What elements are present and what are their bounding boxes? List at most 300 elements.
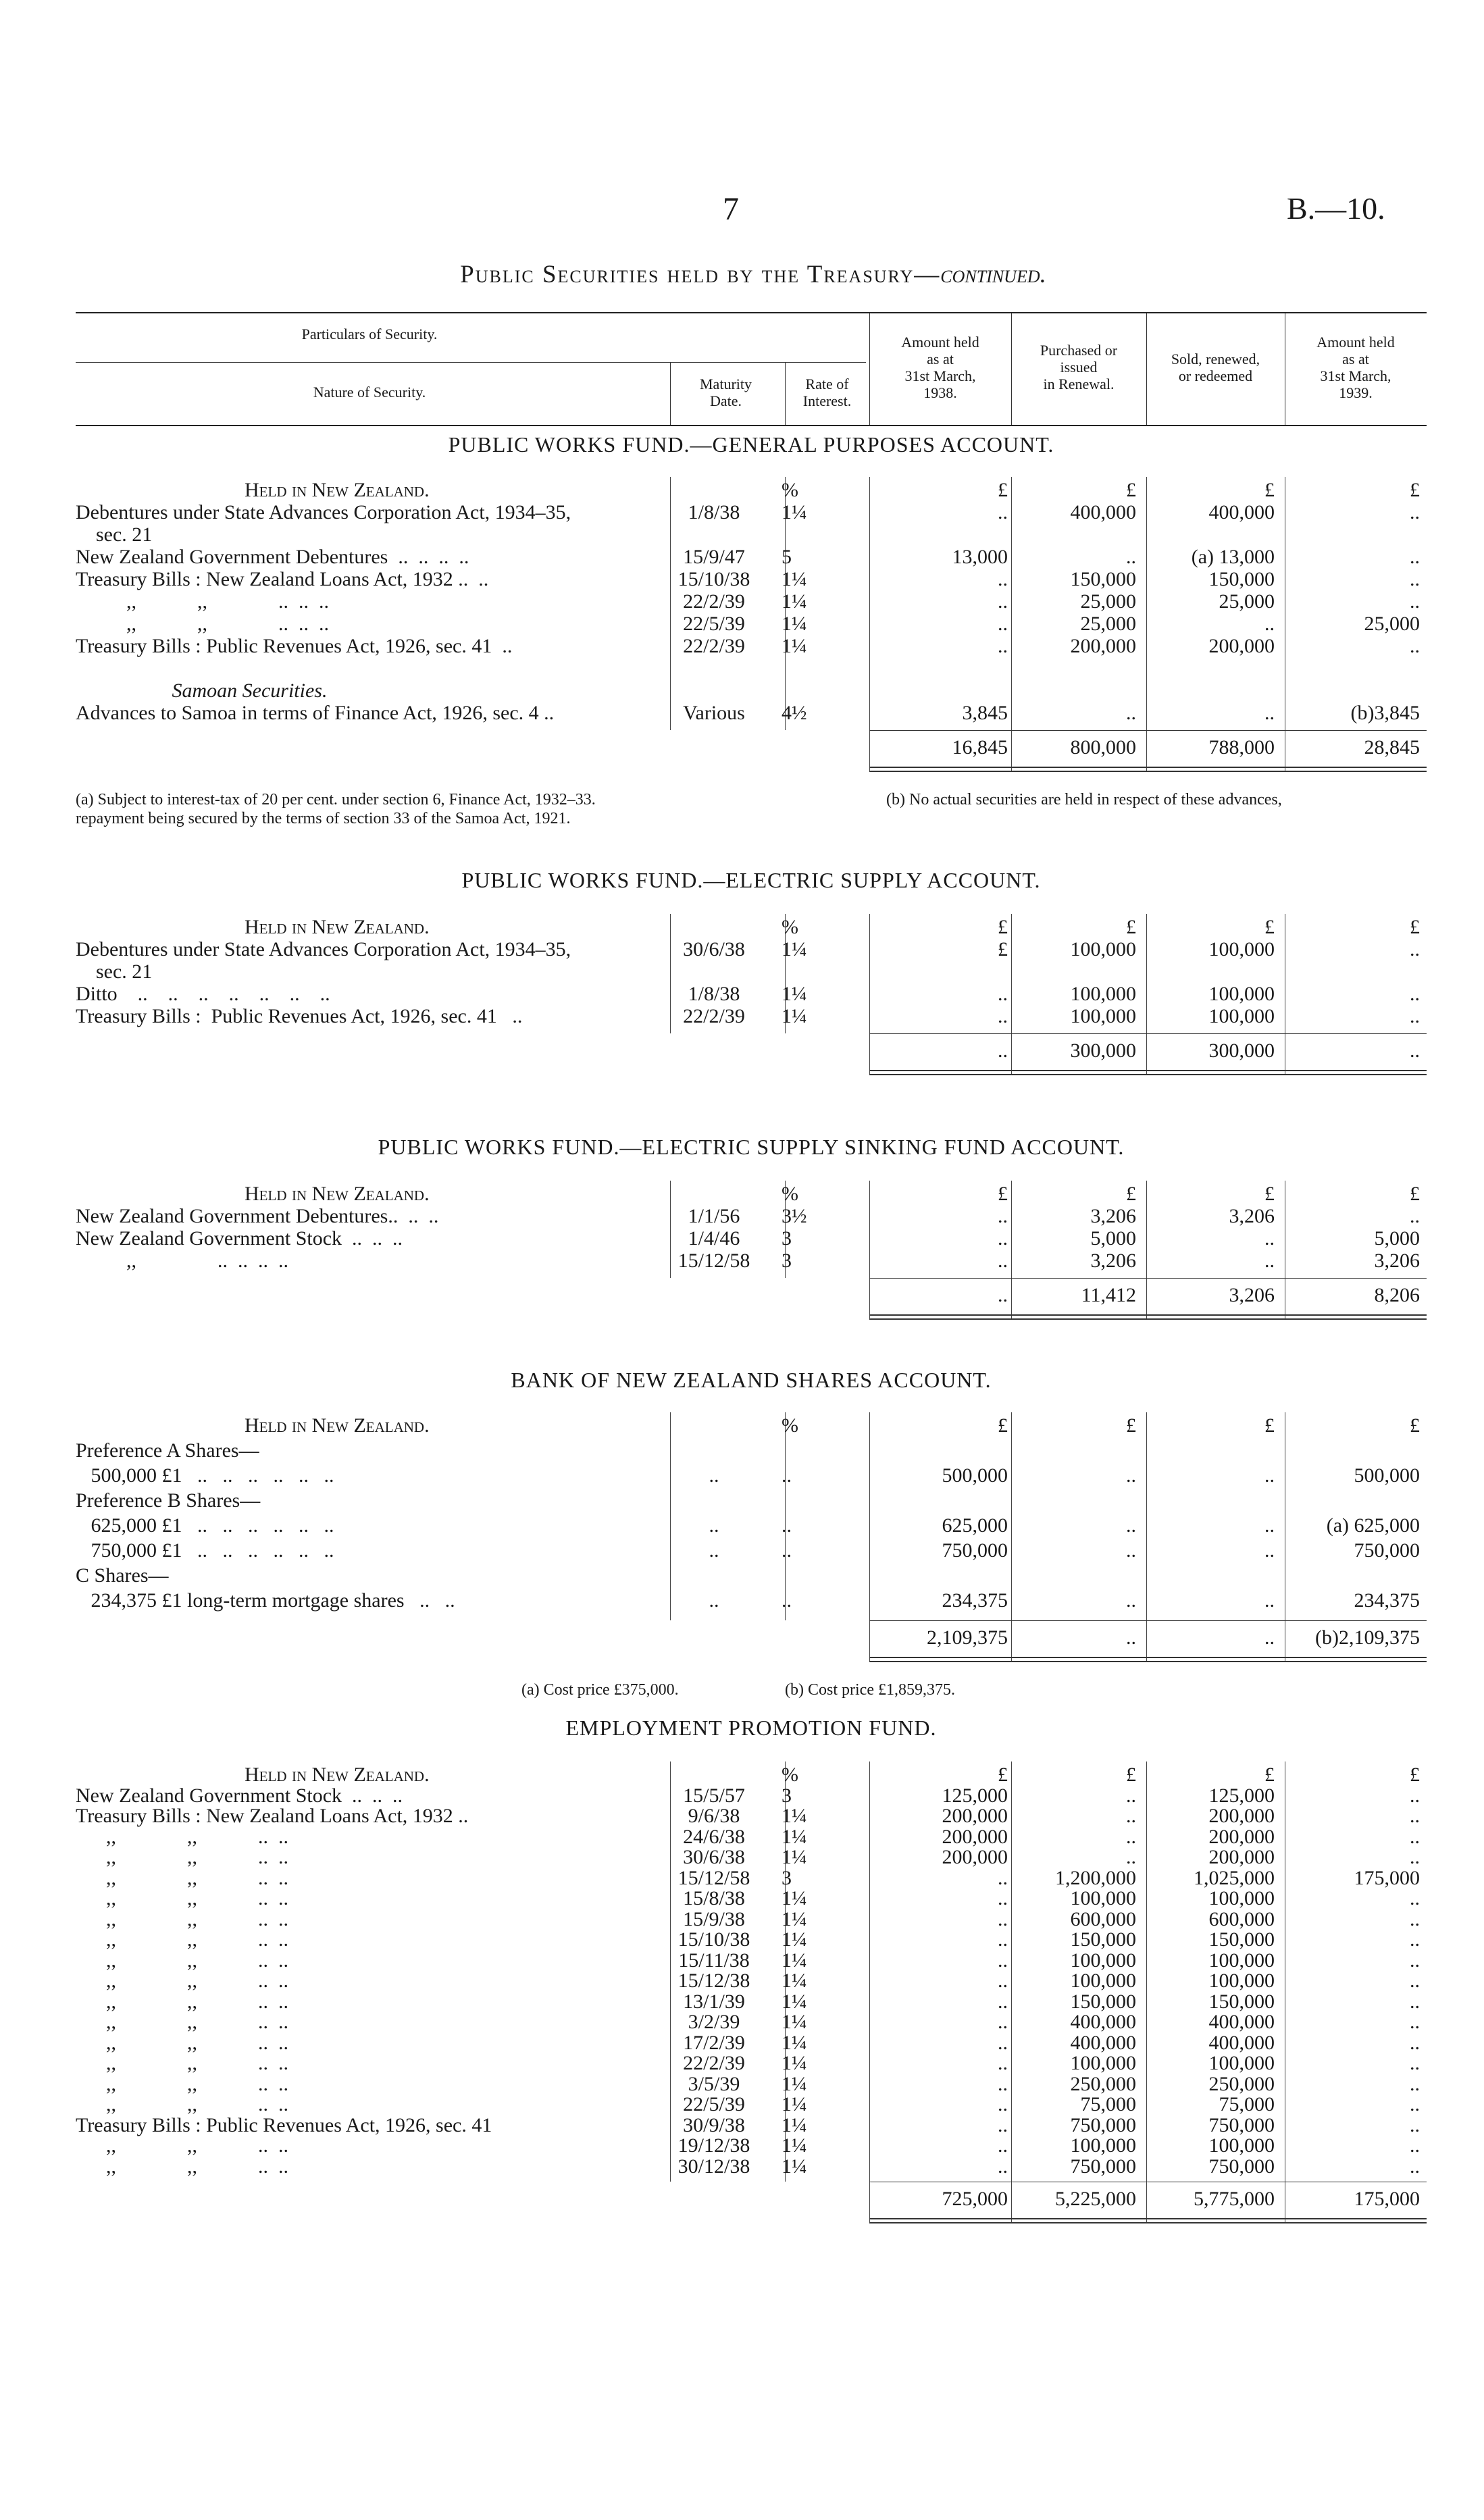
cell-maturity: 15/11/38 [678,1949,750,1972]
cell-nature: ,, ,, .. .. [76,1866,288,1889]
cell-d: .. [1410,2031,1420,2054]
cell-maturity: .. [709,1589,719,1612]
cell-maturity: 22/5/39 [683,2093,745,2115]
table-row [76,1888,1427,1909]
table-row [76,591,1427,613]
cell-c: 100,000 [1208,2134,1275,2157]
table-row [76,1206,1427,1227]
cell-d: £ [1410,916,1420,938]
cell-d: .. [1410,2093,1420,2115]
cell-b: 400,000 [1070,501,1136,523]
cell-rate: .. [782,1589,792,1612]
cell-a: .. [998,1005,1008,1027]
cell-nature: ,, ,, .. .. [76,2134,288,2157]
table-row [76,1415,1427,1437]
footnote: (a) Cost price £375,000. [521,1681,679,1699]
header-held-1938-line: as at [927,351,954,367]
section-title: BANK OF NEW ZEALAND SHARES ACCOUNT. [511,1368,992,1392]
document-reference: B.—10. [1287,191,1385,226]
table-row [76,1183,1427,1205]
cell-d: .. [1410,2052,1420,2074]
cell-c: 750,000 [1208,2155,1275,2178]
cell-rate: 1¼ [782,568,807,590]
cell-c: 200,000 [1208,635,1275,657]
cell-nature: Held in New Zealand. [245,479,430,501]
cell-nature: sec. 21 [76,523,153,546]
cell-a: .. [998,635,1008,657]
cell-maturity: 3/5/39 [688,2072,740,2095]
cell-b: .. [1126,1784,1136,1807]
table-row [76,1805,1427,1827]
cell-maturity: 15/12/38 [677,1970,750,1992]
cell-c: £ [1264,1764,1275,1786]
total-d: .. [1410,1039,1420,1062]
cell-nature: Treasury Bills : Public Revenues Act, 1926, sec. 41 .. [76,1005,523,1027]
total-d: 8,206 [1374,1284,1420,1306]
cell-a: .. [998,1907,1008,1930]
section-bank-shares [76,1368,1427,1705]
cell-d: .. [1410,2155,1420,2178]
cell-nature: ,, ,, .. .. .. [76,590,329,613]
cell-maturity: 22/5/39 [683,613,745,635]
cell-a: 234,375 [942,1589,1008,1612]
total-b: 11,412 [1081,1284,1136,1306]
cell-rate: 3 [782,1250,792,1272]
cell-a: .. [998,2093,1008,2115]
header-purchased [1011,342,1146,392]
cell-maturity: 15/10/38 [677,568,750,590]
cell-c: .. [1264,1514,1275,1537]
total-b: 5,225,000 [1055,2188,1136,2210]
cell-c: 250,000 [1208,2072,1275,2095]
cell-c: £ [1264,916,1275,938]
totals-row [76,2188,1427,2210]
double-rule [869,767,1427,772]
cell-nature: Treasury Bills : Public Revenues Act, 1926, sec. 41 .. [76,635,513,657]
cell-d: .. [1410,2072,1420,2095]
cell-c: 150,000 [1208,1990,1275,2013]
cell-a: £ [998,1414,1008,1437]
cell-maturity: 15/8/38 [683,1887,745,1909]
cell-d: 175,000 [1354,1866,1420,1889]
cell-b: 100,000 [1070,1970,1136,1992]
cell-nature: Held in New Zealand. [245,1414,430,1437]
cell-b: 750,000 [1070,2113,1136,2136]
cell-c: 100,000 [1208,2052,1275,2074]
cell-d: .. [1410,1990,1420,2013]
table-row [76,2074,1427,2095]
cell-rate: 1¼ [782,1887,807,1909]
cell-a: £ [998,916,1008,938]
cell-rate: 1¼ [782,1805,807,1827]
cell-b: 1,200,000 [1055,1866,1136,1889]
cell-b: .. [1126,1464,1136,1487]
cell-c: £ [1264,1183,1275,1205]
cell-rate: 1¼ [782,1846,807,1868]
table-row [76,1540,1427,1562]
table-row [76,1970,1427,1992]
cell-rate: 1¼ [782,635,807,657]
total-b: 800,000 [1070,736,1136,758]
cell-c: 75,000 [1219,2093,1275,2115]
table-row [76,939,1427,960]
cell-b: 100,000 [1070,1949,1136,1972]
cell-a: 125,000 [942,1784,1008,1807]
cell-nature: Debentures under State Advances Corporation Act, 1934–35, [76,938,571,960]
table-row [76,961,1427,983]
cell-b: 3,206 [1090,1205,1136,1227]
cell-nature: Held in New Zealand. [245,1764,430,1786]
table-row [76,524,1427,546]
cell-nature: 625,000 £1 .. .. .. .. .. .. [76,1514,334,1537]
cell-nature: Held in New Zealand. [245,1183,430,1205]
cell-rate: 1¼ [782,1990,807,2013]
totals-row [76,1627,1427,1649]
cell-a: .. [998,2072,1008,2095]
cell-maturity: 1/4/46 [688,1227,740,1250]
total-b: 300,000 [1070,1039,1136,1062]
cell-maturity: 3/2/39 [688,2011,740,2033]
cell-c: 400,000 [1208,501,1275,523]
total-a: 16,845 [952,736,1008,758]
section-electric-supply [76,868,1427,1111]
cell-maturity: 22/2/39 [683,1005,745,1027]
cell-maturity: 15/5/57 [683,1784,745,1807]
cell-rate: 1¼ [782,1005,807,1027]
cell-c: 200,000 [1208,1825,1275,1848]
cell-c: 200,000 [1208,1846,1275,1868]
table-row [76,1465,1427,1487]
cell-a: £ [998,479,1008,501]
cell-a: £ [998,1764,1008,1786]
header-held-1939 [1285,334,1427,401]
cell-nature: Preference B Shares— [76,1489,261,1512]
cell-nature: ,, ,, .. .. [76,1949,288,1972]
header-maturity-line: Maturity [700,376,752,392]
cell-c: .. [1264,1464,1275,1487]
cell-nature: Treasury Bills : New Zealand Loans Act, 1932 .. .. [76,568,489,590]
cell-d: .. [1410,1907,1420,1930]
cell-nature: Treasury Bills : Public Revenues Act, 1926, sec. 41 [76,2113,492,2136]
cell-maturity: 1/8/38 [688,983,740,1005]
cell-d: .. [1410,568,1420,590]
cell-nature: sec. 21 [76,960,153,983]
cell-b: .. [1126,1825,1136,1848]
cell-b: £ [1126,1414,1136,1437]
cell-b: .. [1126,702,1136,724]
cell-nature: 500,000 £1 .. .. .. .. .. .. [76,1464,334,1487]
header-purchased-line: in Renewal. [1043,376,1115,392]
table-row [76,1440,1427,1462]
cell-rate: 1¼ [782,590,807,613]
cell-d: .. [1410,1805,1420,1827]
section-title: EMPLOYMENT PROMOTION FUND. [565,1716,937,1740]
cell-a: .. [998,1887,1008,1909]
cell-c: 25,000 [1219,590,1275,613]
cell-maturity: 22/2/39 [683,2052,745,2074]
cell-rate: 1¼ [782,2155,807,2178]
table-row [76,2094,1427,2115]
cell-d: .. [1410,938,1420,960]
cell-nature: ,, ,, .. .. [76,2052,288,2074]
header-nature: Nature of Security. [313,384,426,401]
cell-d: .. [1410,1005,1420,1027]
cell-d: £ [1410,1414,1420,1437]
cell-b: .. [1126,1589,1136,1612]
cell-nature: ,, ,, .. .. [76,1928,288,1951]
cell-nature: ,, ,, .. .. [76,1990,288,2013]
cell-c: 200,000 [1208,1805,1275,1827]
header-sold-line: Sold, renewed, [1171,351,1260,367]
header-maturity-line: Date. [709,392,742,409]
cell-b: 100,000 [1070,1005,1136,1027]
double-rule [869,1070,1427,1075]
cell-d: 5,000 [1374,1227,1420,1250]
total-rule [869,1620,1427,1621]
cell-maturity: 15/12/58 [677,1866,750,1889]
cell-d: £ [1410,1183,1420,1205]
cell-nature: New Zealand Government Debentures .. .. .. .. [76,546,469,568]
table-row [76,480,1427,501]
cell-maturity: .. [709,1514,719,1537]
cell-maturity: 30/6/38 [683,938,745,960]
cell-d: .. [1410,1970,1420,1992]
header-purchased-line: Purchased or [1040,342,1118,359]
table-row [76,2053,1427,2074]
double-rule [869,1657,1427,1662]
table-row [76,1515,1427,1537]
footnote: (b) No actual securities are held in respect of these advances, [886,791,1282,808]
cell-c: 125,000 [1208,1784,1275,1807]
cell-a: .. [998,568,1008,590]
cell-a: .. [998,2011,1008,2033]
cell-b: 3,206 [1090,1250,1136,1272]
total-d: 175,000 [1354,2188,1420,2210]
cell-rate: 1¼ [782,1970,807,1992]
cell-a: .. [998,613,1008,635]
cell-d: .. [1410,983,1420,1005]
cell-c: 3,206 [1229,1205,1275,1227]
cell-b: .. [1126,1514,1136,1537]
cell-a: .. [998,2113,1008,2136]
table-row [76,680,1427,702]
cell-rate: % [782,479,798,501]
cell-c: (a) 13,000 [1191,546,1275,568]
cell-c: £ [1264,479,1275,501]
cell-b: £ [1126,916,1136,938]
cell-rate: 1¼ [782,613,807,635]
table-row [76,1565,1427,1587]
cell-a: 750,000 [942,1539,1008,1562]
cell-a: .. [998,1970,1008,1992]
cell-b: .. [1126,1846,1136,1868]
cell-a: .. [998,1250,1008,1272]
cell-d: 750,000 [1354,1539,1420,1562]
cell-d: £ [1410,479,1420,501]
cell-d: 234,375 [1354,1589,1420,1612]
cell-a: .. [998,2052,1008,2074]
cell-nature: Samoan Securities. [76,679,328,702]
table-row [76,702,1427,724]
cell-a: .. [998,501,1008,523]
cell-d: .. [1410,2134,1420,2157]
table-row [76,1868,1427,1889]
cell-a: .. [998,590,1008,613]
header-rate-line: Rate of [805,376,849,392]
cell-rate: 1¼ [782,501,807,523]
table-header [76,312,1427,426]
header-particulars: Particulars of Security. [301,326,438,342]
cell-maturity: 1/8/38 [688,501,740,523]
totals-row [76,1040,1427,1062]
cell-rate: 1¼ [782,938,807,960]
cell-c: 150,000 [1208,568,1275,590]
cell-c: 100,000 [1208,1005,1275,1027]
total-d: (b)2,109,375 [1315,1626,1420,1649]
cell-rate: 1¼ [782,2134,807,2157]
cell-maturity: .. [709,1464,719,1487]
total-rule [869,1033,1427,1034]
cell-a: .. [998,1227,1008,1250]
cell-c: .. [1264,1227,1275,1250]
cell-d: .. [1410,2113,1420,2136]
cell-maturity: 15/9/38 [683,1907,745,1930]
cell-c: 100,000 [1208,1970,1275,1992]
cell-d: .. [1410,2011,1420,2033]
cell-rate: 1¼ [782,2113,807,2136]
table-row [76,502,1427,523]
header-held-1939-line: as at [1342,351,1369,367]
cell-c: 100,000 [1208,938,1275,960]
header-held-1939-line: 1939. [1339,384,1373,401]
table-row [76,2156,1427,2178]
table-row [76,1250,1427,1272]
cell-nature: ,, ,, .. .. [76,1846,288,1868]
double-rule [869,2218,1427,2223]
cell-c: .. [1264,1250,1275,1272]
cell-nature: ,, ,, .. .. [76,2072,288,2095]
cell-b: .. [1126,546,1136,568]
cell-a: 200,000 [942,1805,1008,1827]
cell-a: .. [998,2134,1008,2157]
cell-d: £ [1410,1764,1420,1786]
cell-d: .. [1410,1825,1420,1848]
cell-a: 3,845 [962,702,1008,724]
footnote: repayment being secured by the terms of section 33 of the Samoa Act, 1921. [76,810,571,827]
cell-maturity: 22/2/39 [683,590,745,613]
header-held-1938 [869,334,1011,401]
total-c: 3,206 [1229,1284,1275,1306]
cell-rate: .. [782,1514,792,1537]
table-row [76,2115,1427,2136]
cell-a: .. [998,1949,1008,1972]
cell-rate: 1¼ [782,1907,807,1930]
cell-b: 25,000 [1080,613,1136,635]
cell-a: 200,000 [942,1846,1008,1868]
cell-rate: 5 [782,546,792,568]
cell-maturity: Various [683,702,745,724]
section-title: PUBLIC WORKS FUND.—ELECTRIC SUPPLY ACCOUNT. [461,868,1041,892]
cell-nature: ,, ,, .. .. [76,1825,288,1848]
cell-a: 625,000 [942,1514,1008,1537]
cell-b: £ [1126,479,1136,501]
cell-c: 150,000 [1208,1928,1275,1951]
cell-c: 1,025,000 [1194,1866,1275,1889]
cell-b: £ [1126,1183,1136,1205]
cell-d: 3,206 [1374,1250,1420,1272]
cell-c: 100,000 [1208,1887,1275,1909]
cell-maturity: 15/9/47 [683,546,745,568]
cell-maturity: 19/12/38 [677,2134,750,2157]
total-a: 2,109,375 [927,1626,1008,1649]
total-b: .. [1126,1626,1136,1649]
table-row [76,2135,1427,2157]
cell-c: .. [1264,613,1275,635]
cell-nature: Ditto .. .. .. .. .. .. .. [76,983,330,1005]
cell-b: 150,000 [1070,1990,1136,2013]
cell-d: .. [1410,1928,1420,1951]
table-row [76,1847,1427,1868]
cell-c: .. [1264,702,1275,724]
cell-c: 400,000 [1208,2031,1275,2054]
cell-nature: Advances to Samoa in terms of Finance Act, 1926, sec. 4 .. [76,702,555,724]
cell-c: £ [1264,1414,1275,1437]
cell-nature: Held in New Zealand. [245,916,430,938]
cell-d: .. [1410,635,1420,657]
cell-maturity: 17/2/39 [683,2031,745,2054]
section-title: PUBLIC WORKS FUND.—GENERAL PURPOSES ACCOUNT. [448,432,1054,457]
header-rate-line: Interest. [802,392,852,409]
cell-c: .. [1264,1539,1275,1562]
page-title [0,260,1484,289]
cell-nature: Treasury Bills : New Zealand Loans Act, 1932 .. [76,1805,469,1827]
table-row [76,1826,1427,1848]
section-title: PUBLIC WORKS FUND.—ELECTRIC SUPPLY SINKING FUND ACCOUNT. [378,1135,1125,1159]
cell-d: 25,000 [1364,613,1420,635]
total-a: .. [998,1039,1008,1062]
total-c: 788,000 [1208,736,1275,758]
cell-b: 250,000 [1070,2072,1136,2095]
cell-b: 100,000 [1070,2134,1136,2157]
cell-maturity: 24/6/38 [683,1825,745,1848]
total-a: 725,000 [942,2188,1008,2210]
cell-nature: New Zealand Government Debentures.. .. .. [76,1205,439,1227]
cell-rate: 4½ [782,702,807,724]
cell-c: 400,000 [1208,2011,1275,2033]
cell-a: .. [998,1866,1008,1889]
cell-maturity: .. [709,1539,719,1562]
cell-d: .. [1410,1949,1420,1972]
table-row [76,1228,1427,1250]
total-rule [869,730,1427,731]
table-row [76,569,1427,590]
cell-d: .. [1410,1205,1420,1227]
cell-nature: ,, ,, .. .. [76,1970,288,1992]
cell-d: .. [1410,1784,1420,1807]
cell-a: £ [998,938,1008,960]
cell-b: 200,000 [1070,635,1136,657]
cell-d: (b)3,845 [1350,702,1420,724]
table-row [76,983,1427,1005]
total-d: 28,845 [1364,736,1420,758]
cell-rate: 1¼ [782,1928,807,1951]
cell-a: .. [998,2155,1008,2178]
cell-maturity: 30/9/38 [683,2113,745,2136]
cell-b: 100,000 [1070,983,1136,1005]
cell-a: 500,000 [942,1464,1008,1487]
totals-row [76,737,1427,758]
cell-b: 5,000 [1090,1227,1136,1250]
